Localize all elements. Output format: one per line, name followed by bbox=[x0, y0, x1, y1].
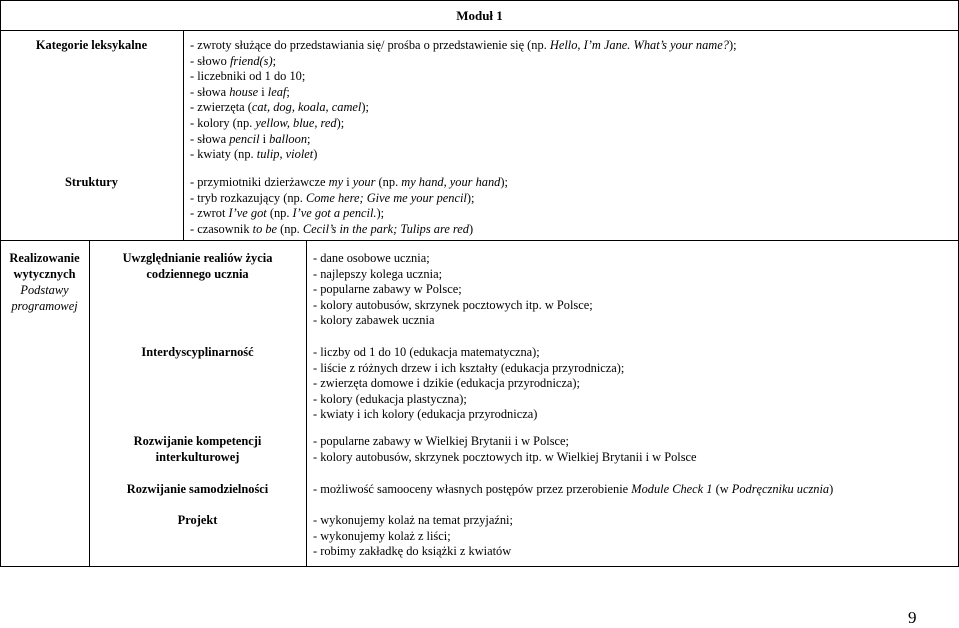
section-label-line: codziennego ucznia bbox=[146, 266, 249, 281]
section-item: - kolory (edukacja plastyczna); bbox=[313, 391, 467, 406]
realizowanie-label bbox=[0, 250, 89, 314]
section-item: - wykonujemy kolaż na temat przyjaźni; bbox=[313, 513, 513, 527]
struktury-item: - przymiotniki dzierżawcze my i your (np. my hand, your hand); bbox=[190, 175, 508, 189]
kategorie-item: - liczebniki od 1 do 10; bbox=[190, 69, 306, 84]
section-label bbox=[89, 434, 306, 465]
realizowanie-line2: wytycznych bbox=[13, 267, 76, 281]
kategorie-label: Kategorie leksykalne bbox=[35, 38, 148, 52]
section-item: - popularne zabawy w Polsce; bbox=[313, 282, 462, 297]
section-item: - kolory zabawek ucznia bbox=[313, 313, 435, 328]
section-label bbox=[89, 482, 306, 498]
table-border-top bbox=[0, 0, 959, 1]
section-item: - najlepszy kolega ucznia; bbox=[313, 266, 443, 281]
table-border bbox=[306, 240, 307, 566]
table-border bbox=[183, 30, 184, 240]
section-label-line: Rozwijanie samodzielności bbox=[126, 482, 269, 496]
section-item: - zwierzęta domowe i dzikie (edukacja przyrodnicza); bbox=[313, 376, 580, 391]
section-label-line: Interdyscyplinarność bbox=[141, 345, 254, 359]
module-title: Moduł 1 bbox=[456, 8, 503, 23]
table-border bbox=[0, 240, 959, 241]
kategorie-item: - słowa house i leaf; bbox=[190, 84, 290, 99]
section-label bbox=[89, 251, 306, 282]
section-item: - liczby od 1 do 10 (edukacja matematyczna); bbox=[313, 345, 540, 359]
page-number: 9 bbox=[908, 608, 917, 627]
section-label-line: Projekt bbox=[177, 513, 218, 527]
struktury-item: - czasownik to be (np. Cecil’s in the park; Tulips are red) bbox=[190, 221, 474, 236]
struktury-label: Struktury bbox=[64, 175, 118, 189]
section-item: - kwiaty i ich kolory (edukacja przyrodnicza) bbox=[313, 407, 538, 422]
section-item: - dane osobowe ucznia; bbox=[313, 251, 430, 265]
struktury-item: - tryb rozkazujący (np. Come here; Give me your pencil); bbox=[190, 190, 475, 205]
section-item: - liście z różnych drzew i ich kształty (edukacja przyrodnicza); bbox=[313, 360, 625, 375]
section-label bbox=[89, 513, 306, 529]
realizowanie-line4: programowej bbox=[11, 299, 78, 313]
kategorie-item: - słowa pencil i balloon; bbox=[190, 131, 311, 146]
section-label-line: interkulturowej bbox=[155, 449, 240, 464]
section-item: - kolory autobusów, skrzynek pocztowych itp. w Wielkiej Brytanii i w Polsce bbox=[313, 449, 697, 464]
realizowanie-line1: Realizowanie bbox=[9, 251, 80, 265]
section-item: - popularne zabawy w Wielkiej Brytanii i w Polsce; bbox=[313, 434, 569, 448]
kategorie-item: - zwierzęta (cat, dog, koala, camel); bbox=[190, 100, 369, 115]
table-border bbox=[0, 30, 959, 31]
section-label-line: Rozwijanie kompetencji bbox=[133, 434, 262, 448]
section-item: - możliwość samooceny własnych postępów przez przerobienie Module Check 1 (w Podręczniku ucznia) bbox=[313, 482, 834, 496]
section-item: - wykonujemy kolaż z liści; bbox=[313, 528, 451, 543]
section-label-line: Uwzględnianie realiów życia bbox=[122, 251, 273, 265]
kategorie-item: - zwroty służące do przedstawiania się/ prośba o przedstawienie się (np. Hello, I’m Jane. What’s your name?); bbox=[190, 38, 737, 52]
struktury-item: - zwrot I’ve got (np. I’ve got a pencil.); bbox=[190, 206, 385, 221]
kategorie-item: - kwiaty (np. tulip, violet) bbox=[190, 147, 318, 162]
section-item: - kolory autobusów, skrzynek pocztowych itp. w Polsce; bbox=[313, 297, 593, 312]
realizowanie-line3: Podstawy bbox=[20, 283, 69, 297]
section-label bbox=[89, 345, 306, 361]
section-item: - robimy zakładkę do książki z kwiatów bbox=[313, 544, 512, 559]
kategorie-item: - słowo friend(s); bbox=[190, 53, 277, 68]
kategorie-item: - kolory (np. yellow, blue, red); bbox=[190, 116, 345, 130]
table-border-bottom bbox=[0, 566, 959, 567]
